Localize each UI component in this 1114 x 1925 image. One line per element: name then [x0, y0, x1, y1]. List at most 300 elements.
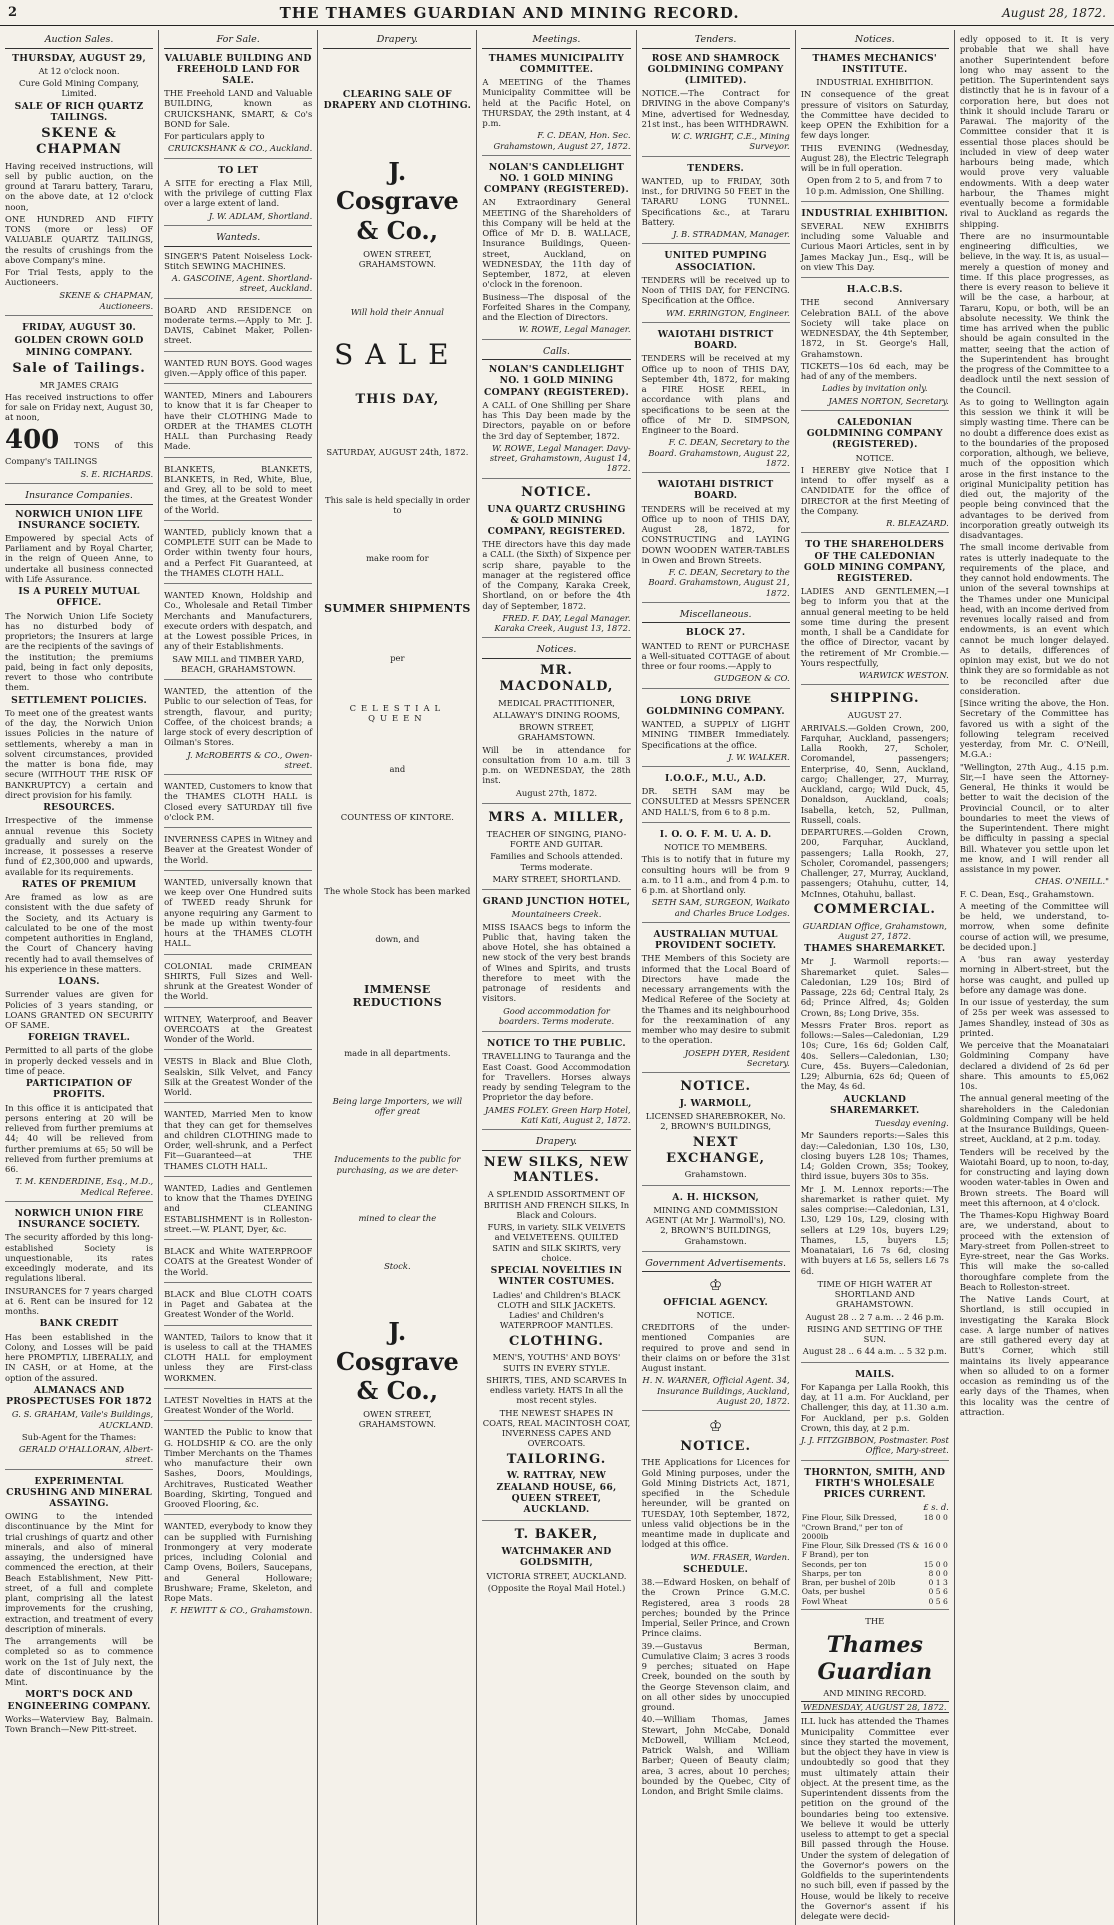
departments-text: made in all departments.: [344, 1047, 451, 1058]
ad-body: THE Freehold LAND and Valuable BUILDING, known as CRUICKSHANK, SMART, & Co's BOND for Sale.: [164, 88, 313, 129]
price-item: Fowl Wheat: [801, 1596, 848, 1606]
ad-body: WITNEY, Waterproof, and Beaver OVERCOATS at the Greatest Wonder of the World.: [164, 1013, 313, 1045]
tons-number: 400: [5, 424, 60, 455]
ad-body: Surrender values are given for Policies of 3 years standing, or LOANS GRANTED ON SECURITY OF SAME.: [5, 989, 154, 1031]
section-heading: Tenders.: [642, 34, 790, 49]
sharemarket-report: Mr Saunders reports:—Sales this day:—Caledonian, L30 10s, L30, closing buyers L28 10s; Thames, L4; Golden Crown, 35s; Tookey, third issue, buyers 30s to 35s.: [800, 1130, 949, 1182]
shipping-arrivals: ARRIVALS.—Golden Crown, 200, Farquhar, Auckland, passengers; Lalla Rookh, 27, Scholer, Coromandel, passengers; Enterprise, 40, Senn, Auckland, cargo; Challenger, 27, Murray, Auckland, cargo; Wild Duck, 45, Donaldson, Auckland, coals; Isabella, ketch, 52, Pullman, Russell, coals.: [800, 722, 949, 825]
section-heading: Meetings.: [482, 34, 630, 49]
ad-body: THE second Anniversary Celebration BALL of the above Society will take place on WEDNESDAY, the 4th September, 1872, in St. George's Hall, Grahamstown.: [800, 297, 949, 359]
ioof-ad: [642, 773, 790, 823]
ad-signature: J. W. ADLAM, Shortland.: [208, 210, 313, 221]
watchmaker-ad: [482, 1527, 630, 1598]
inducements-text: Inducements to the public for purchasing, as we are deter-: [334, 1154, 461, 1175]
price-item: Bran, per bushel of 20lb: [801, 1578, 896, 1588]
shareholders-ad: [801, 539, 949, 685]
ad-body: Ladies by invitation only.: [821, 383, 928, 394]
ad-body: WANTED, Ladies and Gentlemen to know that the Thames DYEING and CLEANING ESTABLISHMENT is in Rolleston-street.—W. PLANT, Dyer, &c.: [164, 1182, 313, 1234]
news-item: The Thames-Kopu Highway Board are, we understand, about to proceed with the extension of Mary-street from Pollen-street to Eyre-street, near the Gas Works. This will make the so-called thoroughfare complete from the Beach to Rolleston-street.: [959, 1210, 1109, 1292]
ad-subagent: Sub-Agent for the Thames:: [21, 1431, 137, 1442]
ad-signature: W. ROWE, Legal Manager.: [518, 324, 631, 335]
ad-body: THE Members of this Society are informed that the Local Board of Directors have made the necessary arrangements with the Medical Referee of the Society at the Thames and its neighbourhood for the reexamination of any member who may desire to submit to the operation.: [641, 953, 790, 1046]
ad-body: Open from 2 to 5, and from 7 to 10 p.m. Admission, One Shilling.: [805, 175, 945, 196]
schedule-entry: 40.—William Thomas, James Stewart, John McCabe, Donald McDowell, William McLeod, Patrick Walsh, and William Barber; Queen of Beauty claim; area, 3 acres, about 10 perches; bounded by the Quebec, City of London, and Bright Smile claims.: [641, 1714, 790, 1797]
ad-body: BLACK and White WATERPROOF COATS at the Greatest Wonder of the World.: [164, 1246, 313, 1277]
importers-text: Being large Importers, we will offer great: [332, 1095, 463, 1117]
stock-text: Stock.: [384, 1261, 411, 1272]
ad-subhead: PARTICIPATION OF PROFITS.: [25, 1078, 133, 1101]
ad-title: WAIOTAHI DISTRICT BOARD.: [657, 328, 774, 352]
ad-title: NOTICE TO THE PUBLIC.: [487, 1038, 626, 1050]
ad-address: Grahamstown.: [684, 1169, 747, 1180]
ad-body: A MEETING of the Thames Municipality Committee will be held at the Pacific Hotel, on THURSDAY, the 29th instant, at 4 p.m.: [482, 77, 631, 129]
ad-body: OWING to the intended discontinuance by the Mint for trial crushings of quartz and other minerals, and also of mineral assaying, the undersigned have commenced the erection, at their Beach Establishment, New Pitt-street, of a full and complete plant, comprising all the latest improvements for the crushing, extraction, and treatment of every description of minerals.: [5, 1511, 154, 1634]
ad-signature: W. C. WRIGHT, C.E., Mining Surveyor.: [670, 131, 790, 152]
ad-body: WANTED, Customers to know that the THAMES CLOTH HALL is Closed every SATURDAY till five o'clock P.M.: [164, 781, 313, 822]
call-ad: [482, 485, 630, 639]
ad-body: The Norwich Union Life Society has no disturbed body of proprietors; the Insurers at large are the recipients of the savings of the institution; the premiums paid, being in fact only deposits, revert to those who contribute them.: [5, 610, 154, 693]
ad-signature: WARWICK WESTON.: [858, 670, 949, 681]
ad-body: COLONIAL made CRIMEAN SHIRTS, Full Sizes and Well-shrunk at the Greatest Wonder of the World.: [164, 960, 313, 1002]
ad-subhead: BROWN STREET, GRAHAMSTOWN.: [517, 722, 596, 743]
ad-subhead: ALLAWAY'S DINING ROOMS,: [492, 709, 621, 720]
wanted-ad: [164, 1183, 312, 1240]
sharemarket-report: Messrs Frater Bros. report as follows:—Sales—Caledonian, L29 10s; Cure, 16s 6d; Golden Calf, 40s. Sellers—Caledonian, L30; Cure, 45s. Buyers—Caledonian, L29; Alburnia, 62s 6d; Queen of the May, 4s 6d.: [800, 1019, 949, 1092]
ad-body: THE directors have this day made a CALL (the Sixth) of Sixpence per scrip share, payable to the manager at the registered office of the Company, Karaka Creek, Shortland, on or before the 4th day of September, 1872.: [482, 539, 631, 611]
ad-body: WANTED, Married Men to know that they can get for themselves and children CLOTHING made to Order, well-shrunk, and a Perfect Fit—Guaranteed—at THE THAMES CLOTH HALL.: [164, 1109, 313, 1171]
reductions-heading: IMMENSE REDUCTIONS: [352, 982, 443, 1010]
ad-body: In this office it is anticipated that persons entering at 20 will be relieved from further premiums at 44; 40 will be relieved from further premiums at 65; 50 will be relieved from further premiums at 66.: [5, 1102, 154, 1175]
ad-sale: SALE OF RICH QUARTZ TAILINGS.: [14, 100, 144, 123]
ad-signature: H. N. WARNER, Official Agent. 34, Insurance Buildings, Auckland, August 20, 1872.: [642, 1375, 790, 1406]
auction-golden-crown-ad: [5, 322, 153, 484]
prices-table: [801, 1513, 949, 1606]
ad-body: I HEREBY give Notice that I intend to offer myself as a CANDIDATE for the office of DIRECTOR at the first Meeting of the Company.: [800, 464, 949, 516]
ad-date: August 27th, 1872.: [515, 787, 598, 798]
royal-crest-icon: ♔: [708, 1276, 723, 1295]
commercial-dateline: GUARDIAN Office, Grahamstown, August 27, 1872.: [802, 920, 947, 941]
ad-body: Ladies' and Children's BLACK CLOTH and SILK JACKETS. Ladies' and Children's WATERPROOF MANTLES.: [492, 1289, 621, 1331]
ad-body: BLACK and Blue CLOTH COATS in Paget and Gabatea at the Greatest Wonder of the World.: [164, 1288, 313, 1320]
ad-body: WANTED, Miners and Labourers to know that it is far Cheaper to have their CLOTHING Made to ORDER at the THAMES CLOTH HALL than Purchasing Ready Made.: [164, 390, 313, 452]
ad-subhead: INDUSTRIAL EXHIBITION.: [816, 77, 934, 88]
price-value: 0 5 6: [928, 1587, 948, 1597]
ad-body: TICKETS—10s 6d each, may be had of any of the members.: [800, 360, 949, 382]
section-heading: Miscellaneous.: [642, 609, 790, 624]
price-item: Fine Flour, Silk Dressed (TS & F Brand), per ton: [801, 1541, 920, 1560]
ad-body: LATEST Novelties in HATS at the Greatest Wonder of the World.: [164, 1394, 313, 1416]
ad-body: WANTED Known, Holdship and Co., Wholesale and Retail Timber Merchants and Manufacturers, execute orders with despatch, and at the Lowest possible Prices, in any of their Establishments.: [164, 590, 313, 652]
ad-subhead: RESOURCES.: [43, 802, 115, 814]
editorial-masthead-sub: AND MINING RECORD.: [823, 1687, 927, 1698]
ad-body: Has been established in the Colony, and Losses will be paid here PROMPTLY, LIBERALLY, and IN CASH, or at Home, at the option of the assured.: [5, 1331, 154, 1383]
ad-body: INVERNESS CAPES in Witney and Beaver at the Greatest Wonder of the World.: [164, 834, 313, 865]
ad-title: MRS A. MILLER,: [488, 809, 625, 825]
wanted-ad: [164, 961, 312, 1008]
tender-ad: [642, 329, 790, 473]
wanted-ad: [164, 358, 312, 385]
candidate-notice-ad: [801, 417, 949, 533]
column-7: [955, 30, 1114, 1925]
section-heading: Insurance Companies.: [5, 490, 153, 505]
tender-ad: [642, 250, 790, 322]
telegram-text: "Wellington, 27th Aug., 4.15 p.m. Sir,—I have seen the Attorney-General, He thinks it would be better to wait the decision of the Provincial Council, or to alter boundaries to meet the views of the Superintendent. There might be difficulty in passing a special Bill. Whatever you settle upon let me know, and I will render all assistance in my power.: [959, 761, 1109, 874]
ad-signature: A. GASCOINE, Agent. Shortland-street, Auckland.: [171, 273, 313, 294]
ad-subhead: TEACHER OF SINGING, PIANO-FORTE AND GUITAR.: [486, 828, 627, 850]
ad-body: CREDITORS of the under-mentioned Companies are required to prove and send in their claims on or before the 31st August instant.: [641, 1322, 790, 1374]
wanted-ad: [164, 781, 312, 828]
editorial-paragraph: A meeting of the Committee will be held, we understand, to-morrow, when some definite course of action will, we presume, be decided upon.]: [959, 900, 1109, 952]
exhibition-ad: [801, 53, 949, 202]
ad-body: Irrespective of the immense annual revenue this Society gradually and surely on the increase, it possesses a reserve fund of £2,300,000 and upwards, available for its requirements.: [5, 815, 154, 877]
news-item: The Native Lands Court, at Shortland, is still occupied in investigating the Karaka Block case. A large number of natives are still gathered every day at Butt's Corner, which still maintains its lively appearance when so alluded to on a former occasion as reminding us of the early days of the Thames, when this locality was the centre of attraction.: [959, 1294, 1109, 1417]
ioof-notice-ad: [642, 829, 790, 923]
page-columns: [0, 30, 1114, 1922]
sharemarket-date: Tuesday evening.: [874, 1118, 949, 1129]
ad-subhead: SAW MILL and TIMBER YARD, BEACH, GRAHAMSTOWN.: [172, 653, 305, 674]
wanted-ad: [164, 1056, 312, 1103]
ad-body: VESTS in Black and Blue Cloth, Sealskin, Silk Velvet, and Fancy Silk at the Greatest Wonder of the World.: [164, 1056, 313, 1098]
wanted-ad: [164, 464, 312, 521]
schedule-entry: 39.—Gustavus Berman, Cumulative Claim; 3 acres 3 roods 9 perches; situated on Hape Creek, bounded on the south by the George Stevenson claim, and on all other sides by unoccupied ground.: [641, 1640, 790, 1713]
ad-body: AN Extraordinary General MEETING of the Shareholders of this Company will be held at the Office of Mr D. B. WALLACE, Insurance Buildings, Queen-street, Auckland, on WEDNESDAY, the 11th day of September, 1872, at eleven o'clock in the forenoon.: [482, 197, 631, 290]
mails-heading: MAILS.: [855, 1368, 895, 1380]
ad-title: ROSE AND SHAMROCK GOLDMINING COMPANY (LIMITED).: [647, 52, 784, 87]
editorial-date: WEDNESDAY, AUGUST 28, 1872.: [801, 1701, 949, 1713]
ad-body: MINING AND COMMISSION AGENT (At Mr J. Warmoll's), NO. 2, BROWN'S BUILDINGS, Grahamstown.: [645, 1204, 786, 1246]
call-ad: [482, 364, 630, 478]
ad-signature: MORT'S DOCK AND ENGINEERING COMPANY.: [7, 1689, 151, 1712]
ad-body: Families and Schools attended. Terms moderate.: [490, 851, 623, 872]
section-heading: For Sale.: [164, 34, 312, 49]
ad-title: NEW SILKS, NEW MANTLES.: [483, 1154, 630, 1186]
ad-body: To meet one of the greatest wants of the day, the Norwich Union issues Policies in the nature of settlements, whereby a man in solvent circumstances, provided the matter is bona fide, may secure (WITHOUT THE RISK OF BANKRUPTCY) a certain and direct provision for his family.: [5, 707, 154, 800]
ad-address: MARY STREET, SHORTLAND.: [492, 873, 621, 884]
ad-title: NOLAN'S CANDLELIGHT NO. 1 GOLD MINING COMPANY (REGISTERED).: [483, 364, 630, 398]
ad-title: MR. MACDONALD,: [499, 663, 614, 694]
ad-title: GRAND JUNCTION HOTEL,: [482, 896, 631, 908]
section-heading: Calls.: [482, 346, 630, 361]
ad-title: VALUABLE BUILDING AND FREEHOLD LAND FOR SALE.: [164, 52, 312, 87]
telegram-recipient: F. C. Dean, Esq., Grahamstown.: [959, 888, 1095, 899]
music-teacher-ad: [482, 810, 630, 890]
wanted-ad: [164, 1246, 312, 1283]
meeting-ad: [482, 162, 630, 340]
ad-body: Permitted to all parts of the globe in properly decked vessels and in time of peace.: [5, 1045, 154, 1076]
ad-date: FRIDAY, AUGUST 30.: [22, 322, 137, 334]
prices-currency-header: £ s. d.: [923, 1502, 949, 1513]
ad-lot: ONE HUNDRED AND FIFTY TONS (more or less) OF VALUABLE QUARTZ TAILINGS, the results of crushings from the above Company's mine.: [5, 213, 154, 265]
price-row: [801, 1578, 949, 1587]
down-text: down, and: [375, 934, 420, 945]
wanted-ad: [164, 1521, 312, 1619]
ad-body: Will be in attendance for consultation from 10 a.m. till 3 p.m. on WEDNESDAY, the 28th inst.: [482, 744, 631, 786]
ad-signature: G. S. GRAHAM, Vaile's Buildings, AUCKLAND.: [11, 1409, 154, 1430]
ad-subhead: SPECIAL NOVELTIES IN WINTER COSTUMES.: [490, 1265, 623, 1288]
ad-title: NORWICH UNION FIRE INSURANCE SOCIETY.: [14, 1207, 144, 1231]
warden-notice-ad: [642, 1417, 790, 1801]
wanted-ad: [164, 590, 312, 680]
this-day: THIS DAY,: [355, 391, 440, 407]
ad-auctioneer: MR JAMES CRAIG: [39, 379, 119, 390]
ad-signature: W. RATTRAY, NEW ZEALAND HOUSE, 66, QUEEN STREET, AUCKLAND.: [496, 1470, 617, 1516]
section-heading: Government Advertisements.: [642, 1258, 790, 1273]
news-item: A 'bus ran away yesterday morning in Albert-street, but the horse was caught, and pulled up before any damage was done.: [959, 954, 1109, 995]
ad-title: T. BAKER,: [514, 1527, 599, 1543]
ad-signature: F. C. DEAN, Secretary to the Board. Grahamstown, August 21, 1872.: [648, 567, 790, 598]
wanted-ad: [164, 527, 312, 584]
sun-row: August 28 .. 6 44 a.m. .. 5 32 p.m.: [802, 1346, 947, 1357]
ad-title: LONG DRIVE GOLDMINING COMPANY.: [646, 694, 785, 717]
shipping-date: AUGUST 27.: [847, 710, 902, 721]
price-value: 0 1 3: [928, 1578, 948, 1588]
held-text: This sale is held specially in order to: [324, 494, 470, 516]
ad-body: Empowered by special Acts of Parliament and by Royal Charter, in the reign of Queen Anne, to undertake all business connected with Life Assurance.: [5, 532, 154, 584]
wanted-ad: [164, 1014, 312, 1051]
ad-body: For particulars apply to: [164, 131, 265, 142]
ad-signature: GERALD O'HALLORAN, Albert-street.: [18, 1444, 154, 1465]
ad-body: THIS EVENING (Wednesday, August 28), the Electric Telegraph will be in full operation.: [800, 142, 949, 174]
shipping-departures: DEPARTURES.—Golden Crown, 200, Farquhar, Auckland, passengers; Lalla Rookh, 27, Scholer, Coromandel, passengers; Challenger, 27, Murray, Auckland, passengers; Otahuhu, cutter, 14, McInnes, Otahuhu, ballast.: [800, 827, 949, 899]
column-6: [796, 30, 955, 1925]
ad-signature: WM. FRASER, Warden.: [690, 1551, 790, 1562]
ad-body: Business—The disposal of the Forfeited Shares in the Company, and the Election of Directors.: [482, 291, 631, 323]
firm-address-2: OWEN STREET, GRAHAMSTOWN.: [358, 1409, 436, 1430]
ad-body: WANTED to RENT or PURCHASE a Well-situated COTTAGE of about three or four rooms.—Apply to: [641, 640, 790, 672]
official-agency-ad: [642, 1276, 790, 1411]
auction-tailings-ad: [5, 53, 153, 317]
page-number: 2: [8, 5, 18, 20]
price-value: 16 0 0: [923, 1541, 948, 1551]
sun-heading: RISING AND SETTING OF THE SUN.: [806, 1323, 943, 1345]
ad-subhead: ALMANACS AND PROSPECTUSES FOR 1872: [6, 1384, 153, 1408]
section-heading: Notices.: [482, 644, 630, 659]
ad-signature: FRED. F. DAY, Legal Manager. Karaka Creek, August 13, 1872.: [494, 612, 631, 634]
sharemarket-report: Mr J. Warmoll reports:—Sharemarket quiet. Sales—Caledonian, L29 10s; Bird of Passage, 22s 6d; Central Italy, 2s 6d; Prince Alfred, 4s; Golden Crown, 8s; Long Drive, 35s.: [800, 956, 949, 1018]
ad-subhead: RATES OF PREMIUM: [21, 878, 137, 890]
per-text: per: [390, 652, 405, 663]
ad-body: MISS ISAACS begs to inform the Public that, having taken the above Hotel, she has obtained a new stock of the very best brands of Wines and Spirits, and trusts therefore to meet with the patronage of residents and visitors.: [482, 921, 631, 1004]
ad-body: Has received instructions to offer for sale on Friday next, August 30, at noon,: [5, 391, 154, 423]
ad-body: MEN'S, YOUTHS' AND BOYS' SUITS IN EVERY STYLE.: [492, 1352, 621, 1373]
ad-company: GOLDEN CROWN GOLD MINING COMPANY.: [14, 335, 144, 358]
ad-body: TRAVELLING to Tauranga and the East Coast. Good Accommodation for Travellers. Horses always ready by sending Telegram to the Proprietor the day before.: [482, 1051, 631, 1103]
ad-body: BOARD AND RESIDENCE on moderate terms.—Apply to Mr. J. DAVIS, Cabinet Maker, Pollen-street.: [164, 304, 313, 346]
ad-signature: WM. ERRINGTON, Engineer.: [665, 307, 790, 318]
section-heading: Drapery.: [482, 1136, 630, 1151]
shipping-heading: SHIPPING.: [830, 691, 920, 707]
mails-body: For Kapanga per Lalla Rookh, this day, at 11 a.m. For Auckland, per Challenger, this day, at 11.30 a.m. For Auckland, per p.s. Golden Crown, this day, at 2 p.m.: [800, 1381, 949, 1433]
wanted-ad: [164, 390, 312, 458]
section-heading: Notices.: [801, 34, 949, 49]
sharebroker-ad: [642, 1079, 790, 1186]
ad-signature: CRUICKSHANK & CO., Auckland.: [168, 143, 313, 154]
ad-body: DR. SETH SAM may be CONSULTED at Messrs SPENCER AND HALL'S, from 6 to 8 p.m.: [641, 786, 790, 817]
marked-text: The whole Stock has been marked: [324, 886, 471, 897]
price-item: Oats, per bushel: [801, 1587, 866, 1597]
tender-ad: [642, 163, 790, 245]
ad-title: A. H. HICKSON,: [672, 1191, 759, 1203]
ad-firm: SKENE & CHAPMAN: [36, 125, 122, 157]
and-text: and: [389, 763, 406, 774]
ad-subhead: WATCHMAKER AND GOLDSMITH,: [501, 1546, 612, 1569]
ad-title: NOLAN'S CANDLELIGHT NO. 1 GOLD MINING COMPANY (REGISTERED).: [483, 161, 630, 196]
ad-title: NOTICE.: [680, 1079, 751, 1095]
firm-address: OWEN STREET, GRAHAMSTOWN.: [358, 248, 436, 270]
section-heading: Auction Sales.: [5, 34, 153, 49]
ad-subhead: BANK CREDIT: [39, 1318, 119, 1330]
ad-body: THE NEWEST SHAPES IN COATS, REAL MACINTOSH COAT, INVERNESS CAPES AND OVERCOATS.: [482, 1407, 631, 1449]
norwich-life-ad: [5, 509, 153, 1202]
medical-ad: [482, 663, 630, 804]
meeting-ad: [482, 53, 630, 156]
news-item: We perceive that the Moanataiari Goldmining Company have declared a dividend of 2s 6d per share. This amounts to £5,062 10s.: [959, 1040, 1109, 1091]
to-let-ad: [164, 165, 312, 226]
ad-subhead: NOTICE.: [855, 452, 894, 463]
ad-title: NOTICE.: [680, 1438, 751, 1454]
mails-signature: J. J. FITZGIBBON, Postmaster. Post Office, Mary-street.: [800, 1435, 949, 1456]
ad-title: I. O. O. F. M. U. A. D.: [659, 828, 772, 840]
wanted-ad: [164, 1109, 312, 1177]
misc-ad: [642, 695, 790, 767]
tides-box: [801, 1279, 949, 1363]
ad-body: WANTED, universally known that we keep over One Hundred suits of TWEED ready Shrunk for anyone requiring any Garment to be made up within twenty-four hours at the THAMES CLOTH HALL.: [164, 876, 313, 949]
firm-name-2: J. Cosgrave & Co.,: [335, 1317, 459, 1405]
ad-title: CALEDONIAN GOLDMINING COMPANY (REGISTERED).: [806, 416, 943, 451]
price-row: [801, 1560, 949, 1569]
wanted-ad: [164, 251, 312, 299]
price-row: [801, 1541, 949, 1560]
wanted-ad: [164, 686, 312, 775]
ad-trial: For Trial Tests, apply to the Auctioneers.: [5, 267, 154, 288]
ad-company: Cure Gold Mining Company, Limited.: [19, 78, 140, 99]
price-value: 18 0 0: [923, 1513, 948, 1523]
ad-signature: T. M. KENDERDINE, Esq., M.D., Medical Referee.: [15, 1176, 154, 1197]
ad-signature: SKENE & CHAPMAN,: [59, 289, 154, 300]
price-row: [801, 1513, 949, 1541]
masthead: [0, 0, 1114, 26]
ad-title: INDUSTRIAL EXHIBITION.: [801, 207, 949, 219]
ad-signature: J. McROBERTS & CO., Owen-street.: [187, 749, 313, 770]
sale-date: SATURDAY, AUGUST 24th, 1872.: [326, 446, 469, 457]
ad-body: WANTED, Tailors to know that it is useless to call at the THAMES CLOTH HALL for employment unless they are First-class WORKMEN.: [164, 1331, 313, 1383]
ad-body: WANTED, up to FRIDAY, 30th inst., for DRIVING 50 FEET in the TARARU LONG TUNNEL. Specifications &c., at Tararu Battery.: [641, 175, 790, 227]
clearing-sale-heading: CLEARING SALE OF DRAPERY AND CLOTHING.: [323, 88, 472, 111]
ad-signature: JOSEPH DYER, Resident Secretary.: [684, 1047, 790, 1068]
ad-address: VICTORIA STREET, AUCKLAND.: [486, 1570, 627, 1581]
column-3: [318, 30, 477, 1925]
ad-body: INSURANCES for 7 years charged at 6. Rent can be insured for 12 months.: [5, 1285, 154, 1317]
editorial-paragraph: There are no insurmountable engineering difficulties, we believe, in the way. It is, as usual—merely a question of money and time. If this place progresses, as there is every reason to believe it will be the case, a harbour, at Tararu, Kopu, or both, will be an absolute necessity. We think the time has arrived when the public should be again consulted in the matter, seeing that the action of the Superintendent has brought the progress of the Committee to a deadlock until the next session of the Council.: [959, 230, 1109, 395]
ad-body: (Opposite the Royal Mail Hotel.): [487, 1582, 626, 1593]
issue-date: August 28, 1872.: [1002, 5, 1106, 20]
mails-box: [801, 1369, 949, 1461]
wanted-ad: [164, 305, 312, 352]
ad-signature: F. C. DEAN, Hon. Sec. Grahamstown, August 27, 1872.: [493, 130, 631, 151]
ship-name-1: CELESTIAL QUEEN: [349, 703, 446, 724]
ad-signature: GUDGEON & CO.: [714, 673, 790, 684]
ad-date: THURSDAY, AUGUST 29,: [12, 52, 146, 64]
amp-society-ad: [642, 929, 790, 1073]
ad-title: AUSTRALIAN MUTUAL PROVIDENT SOCIETY.: [653, 928, 778, 952]
ad-title: UNITED PUMPING ASSOCIATION.: [664, 250, 767, 273]
ad-body: Are framed as low as are consistent with the due safety of the Society, and its Actuary is calculated to be one of the most competent authorities in England, the Court of Chancery having recently had to avail themselves of his experience in these matters.: [5, 892, 154, 974]
ad-title: WAIOTAHI DISTRICT BOARD.: [657, 479, 774, 502]
ad-body: WANTED, a SUPPLY of LIGHT MINING TIMBER Immediately. Specifications at the office.: [641, 719, 790, 750]
ad-sale: Sale of Tailings.: [12, 360, 146, 376]
ad-subhead: J. WARMOLL,: [679, 1097, 752, 1109]
ad-signature: R. BLEAZARD.: [886, 518, 949, 529]
ad-signature: F. HEWITT & CO., Grahamstown.: [170, 1605, 313, 1616]
ad-body: IN consequence of the great pressure of visitors on Saturday, the Committee have decided to keep OPEN the Exhibition for a few days longer.: [800, 89, 949, 141]
price-value: 8 0 0: [928, 1568, 948, 1578]
misc-ad: [642, 627, 790, 688]
ad-body: WANTED, everybody to know they can be supplied with Furnishing Ironmongery at very moderate prices, including Colonial and Camp Ovens, Boilers, Saucepans, and General Holloware; Brushware; Frame, Skeleton, and Rope Mats.: [164, 1521, 313, 1604]
price-value: 15 0 0: [923, 1559, 948, 1569]
ad-subhead: NOTICE.: [696, 1309, 735, 1320]
column-2: [159, 30, 318, 1925]
wanted-ad: [164, 1289, 312, 1326]
ad-body: THE Applications for Licences for Gold Mining purposes, under the Gold Mining Districts Act, 1871, specified in the Schedule hereunder, will be granted on TUESDAY, 10th September, 1872, unless valid objections be in the meantime made in duplicate and lodged at this office.: [641, 1457, 790, 1550]
ad-subhead: NEXT EXCHANGE,: [666, 1134, 766, 1166]
ad-subhead: MEDICAL PRACTITIONER,: [498, 697, 615, 708]
ad-body: A SITE for erecting a Flax Mill, with the privilege of cutting Flax over a large extent of land.: [164, 177, 313, 209]
ad-signature: JAMES FOLEY. Green Harp Hotel, Kati Kati, August 2, 1872.: [484, 1104, 631, 1125]
ad-signature: SETH SAM, SURGEON, Waikato and Charles Bruce Lodges.: [651, 897, 790, 918]
price-item: Seconds, per ton: [801, 1559, 867, 1569]
ad-title: OFFICIAL AGENCY.: [663, 1296, 769, 1308]
silks-ad: [482, 1155, 630, 1522]
ad-works: Works—Waterview Bay, Balmain. Town Branch—New Pitt-street.: [5, 1713, 154, 1735]
sharemarket-report: Mr J. M. Lennox reports:—The sharemarket is rather quiet. My sales comprise:—Caledonian, L31, L30, L29 10s, L29, closing with sellers at L29 10s, buyers L29; Thames, L5, buyers L5; Moanataiari, L6 7s 6d, closing with buyers at L6 5s, sellers L6 7s 6d.: [800, 1183, 949, 1276]
ad-subhead: Mountaineers Creek.: [511, 909, 602, 920]
section-heading: Drapery.: [323, 34, 471, 49]
ad-subhead: CLOTHING.: [509, 1333, 604, 1349]
ad-title: THAMES MUNICIPALITY COMMITTEE.: [488, 52, 625, 75]
ad-subhead: SETTLEMENT POLICIES.: [11, 694, 147, 706]
ad-title: TO LET: [218, 164, 259, 176]
commercial-heading: COMMERCIAL.: [813, 901, 936, 917]
price-row: [801, 1569, 949, 1578]
ad-title: I.O.O.F., M.U., A.D.: [664, 773, 767, 784]
prices-current: [801, 1467, 949, 1610]
ad-title: NORWICH UNION LIFE INSURANCE SOCIETY.: [15, 508, 143, 531]
ad-subhead: SCHEDULE.: [683, 1563, 749, 1575]
ship-name-2: COUNTESS OF KINTORE.: [340, 811, 454, 822]
ad-subhead: TAILORING.: [506, 1451, 607, 1467]
ad-body: Good accommodation for boarders. Terms moderate.: [498, 1005, 615, 1026]
ad-signature: J. B. STRADMAN, Manager.: [673, 229, 790, 240]
ad-title: TENDERS.: [687, 162, 744, 174]
exhibition-ad: [801, 208, 949, 278]
editorial-masthead-name: Thames Guardian: [817, 1632, 933, 1686]
editorial-paragraph: edly opposed to it. It is very probable that we shall have another Superintendent before long who may assent to the petition. The Superintendent says distinctly that he is in favour of a corporation here, but does not think it should include Tararu or Parawai. The majority of the Committee consider that it is essential those places should be included in view of deep water harbours being made, which would prove very valuable endowments. With a deep water harbour, the Thames might eventually become a formidable rival to Auckland as regards the shipping.: [959, 34, 1109, 229]
ad-body: The arrangements will be completed so as to commence work on the 1st of July next, the date of discontinuance by the Mint.: [5, 1636, 154, 1688]
price-item: Sharps, per ton: [801, 1568, 862, 1578]
wanted-ad: [164, 877, 312, 955]
editorial-paragraph: [Since writing the above, the Hon. Secretary of the Committee has favored us with a sight of the following telegram received yesterday, from Mr. C. O'Neill, M.G.A.:: [959, 698, 1109, 760]
ad-subhead: IS A PURELY MUTUAL OFFICE.: [18, 586, 140, 609]
ad-body: WANTED, the attention of the Public to our selection of Teas, for strength, flavour, and purity; Coffee, of the choicest brands; a large stock of every description of Oilman's Stores.: [164, 686, 313, 748]
assaying-ad: [5, 1476, 153, 1740]
ad-body: Having received instructions, will sell by public auction, on the ground at Tararu battery, Tararu, on the above date, at 12 o'clock noon,: [5, 160, 154, 212]
news-item: The annual general meeting of the shareholders in the Caledonian Goldmining Company will be held at the Insurance Buildings, Queen-street, Auckland, at 2 p.m. today.: [959, 1093, 1109, 1145]
room-text: make room for: [366, 553, 429, 564]
wanted-ad: [164, 834, 312, 871]
wanted-ad: [164, 1427, 312, 1515]
telegram-signature: CHAS. O'NEILL.": [1034, 876, 1109, 887]
ad-quantity: [5, 425, 153, 467]
